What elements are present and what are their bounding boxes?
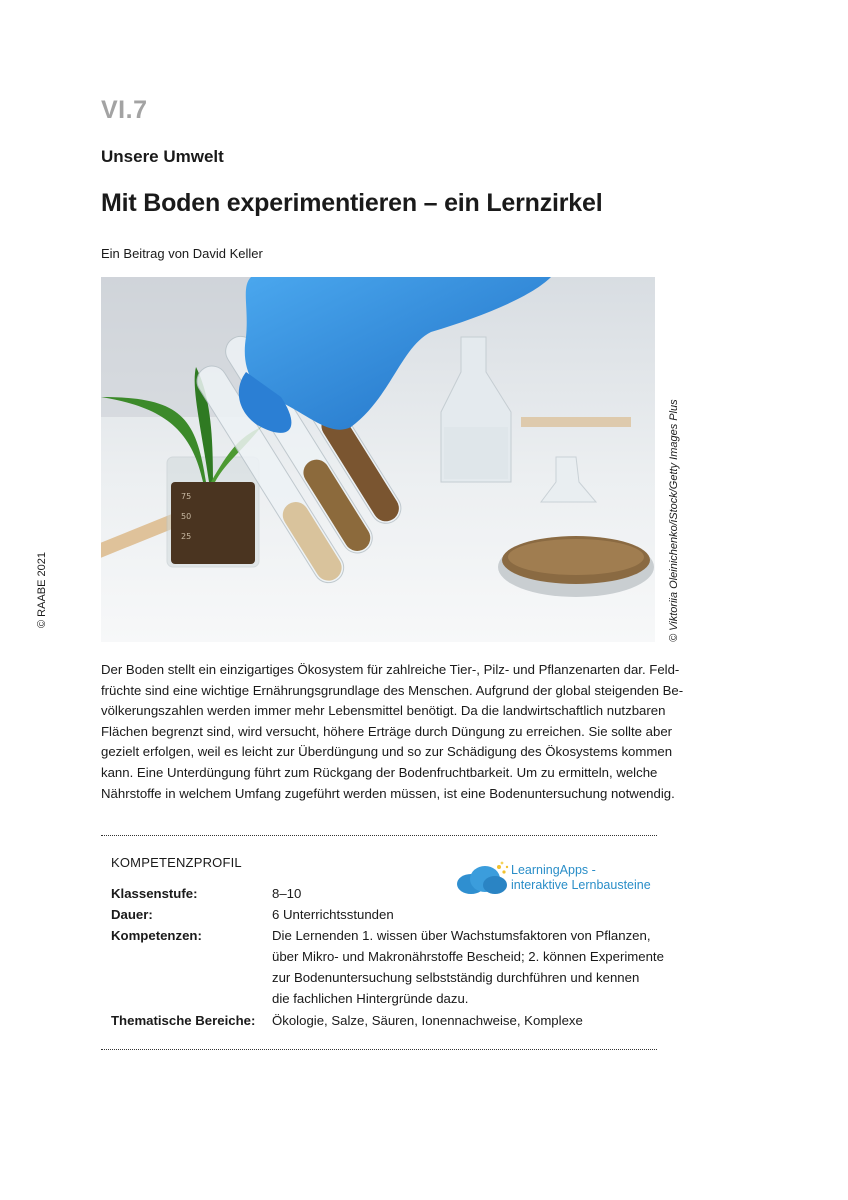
grade-value-line: 8–10 bbox=[272, 886, 302, 901]
intro-line: gezielt erfolgen, weil es leicht zur Überdüngung und so zur Schädigung des Ökosystems kommen bbox=[101, 744, 673, 760]
section-number: VI.7 bbox=[101, 96, 148, 124]
author-line: Ein Beitrag von David Keller bbox=[101, 246, 263, 261]
divider-bottom bbox=[101, 1049, 657, 1050]
duration-label: Dauer: bbox=[111, 907, 153, 922]
cover-photo bbox=[101, 277, 655, 642]
page-title: Mit Boden experimentieren – ein Lernzirkel bbox=[101, 189, 603, 217]
duration-value bbox=[272, 904, 657, 925]
intro-line: Flächen begrenzt sind, wird versucht, höhere Erträge durch Düngung zu erreichen. Sie sollte aber bbox=[101, 723, 673, 739]
topics-value-line: Ökologie, Salze, Säuren, Ionennachweise, Komplexe bbox=[272, 1013, 583, 1028]
skills-value-line: über Mikro- und Makronährstoffe Bescheid; 2. können Experimente bbox=[272, 949, 664, 964]
duration-value-line: 6 Unterrichtsstunden bbox=[272, 907, 394, 922]
intro-line: Nährstoffe in welchem Umfang zugeführt werden müssen, ist eine Bodenuntersuchung notwendig. bbox=[101, 785, 675, 801]
grade-value bbox=[272, 883, 657, 904]
beaker-mark-50: 50 bbox=[181, 512, 192, 521]
grade-label: Klassenstufe: bbox=[111, 886, 198, 901]
skills-value-line: Die Lernenden 1. wissen über Wachstumsfaktoren von Pflanzen, bbox=[272, 928, 651, 943]
photo-credit: © Viktoriia Oleinichenko/iStock/Getty Images Plus bbox=[668, 399, 680, 642]
skills-value-line: zur Bodenuntersuchung selbstständig durchführen und kennen bbox=[272, 970, 640, 985]
skills-value-line: die fachlichen Hintergründe dazu. bbox=[272, 991, 469, 1006]
intro-line: völkerungszahlen werden immer mehr Lebensmittel benötigt. Da die landwirtschaftlich nutzbaren bbox=[101, 703, 666, 719]
skills-value bbox=[272, 925, 664, 1009]
intro-line: kann. Eine Unterdüngung führt zum Rückgang der Bodenfruchtbarkeit. Um zu ermitteln, welche bbox=[101, 764, 658, 780]
section-name: Unsere Umwelt bbox=[101, 147, 224, 166]
intro-line: Der Boden stellt ein einzigartiges Ökosystem für zahlreiche Tier-, Pilz- und Pflanzenarten dar. Feld- bbox=[101, 662, 680, 677]
learningapps-line1: LearningApps - bbox=[511, 863, 596, 877]
learningapps-line2: interaktive Lernbausteine bbox=[511, 878, 651, 892]
profile-label: KOMPETENZPROFIL bbox=[111, 855, 242, 870]
beaker-mark-75: 75 bbox=[181, 492, 192, 501]
skills-label: Kompetenzen: bbox=[111, 928, 202, 943]
copyright-note: © RAABE 2021 bbox=[36, 552, 48, 628]
topics-label: Thematische Bereiche: bbox=[111, 1013, 256, 1028]
intro-paragraph bbox=[101, 660, 684, 804]
topics-value bbox=[272, 1010, 657, 1031]
soil-test-tubes-illustration bbox=[101, 277, 655, 642]
beaker-mark-25: 25 bbox=[181, 532, 192, 541]
intro-line: früchte sind eine wichtige Ernährungsgrundlage des Menschen. Aufgrund der global steigenden Be- bbox=[101, 682, 684, 698]
divider-top bbox=[101, 835, 657, 836]
